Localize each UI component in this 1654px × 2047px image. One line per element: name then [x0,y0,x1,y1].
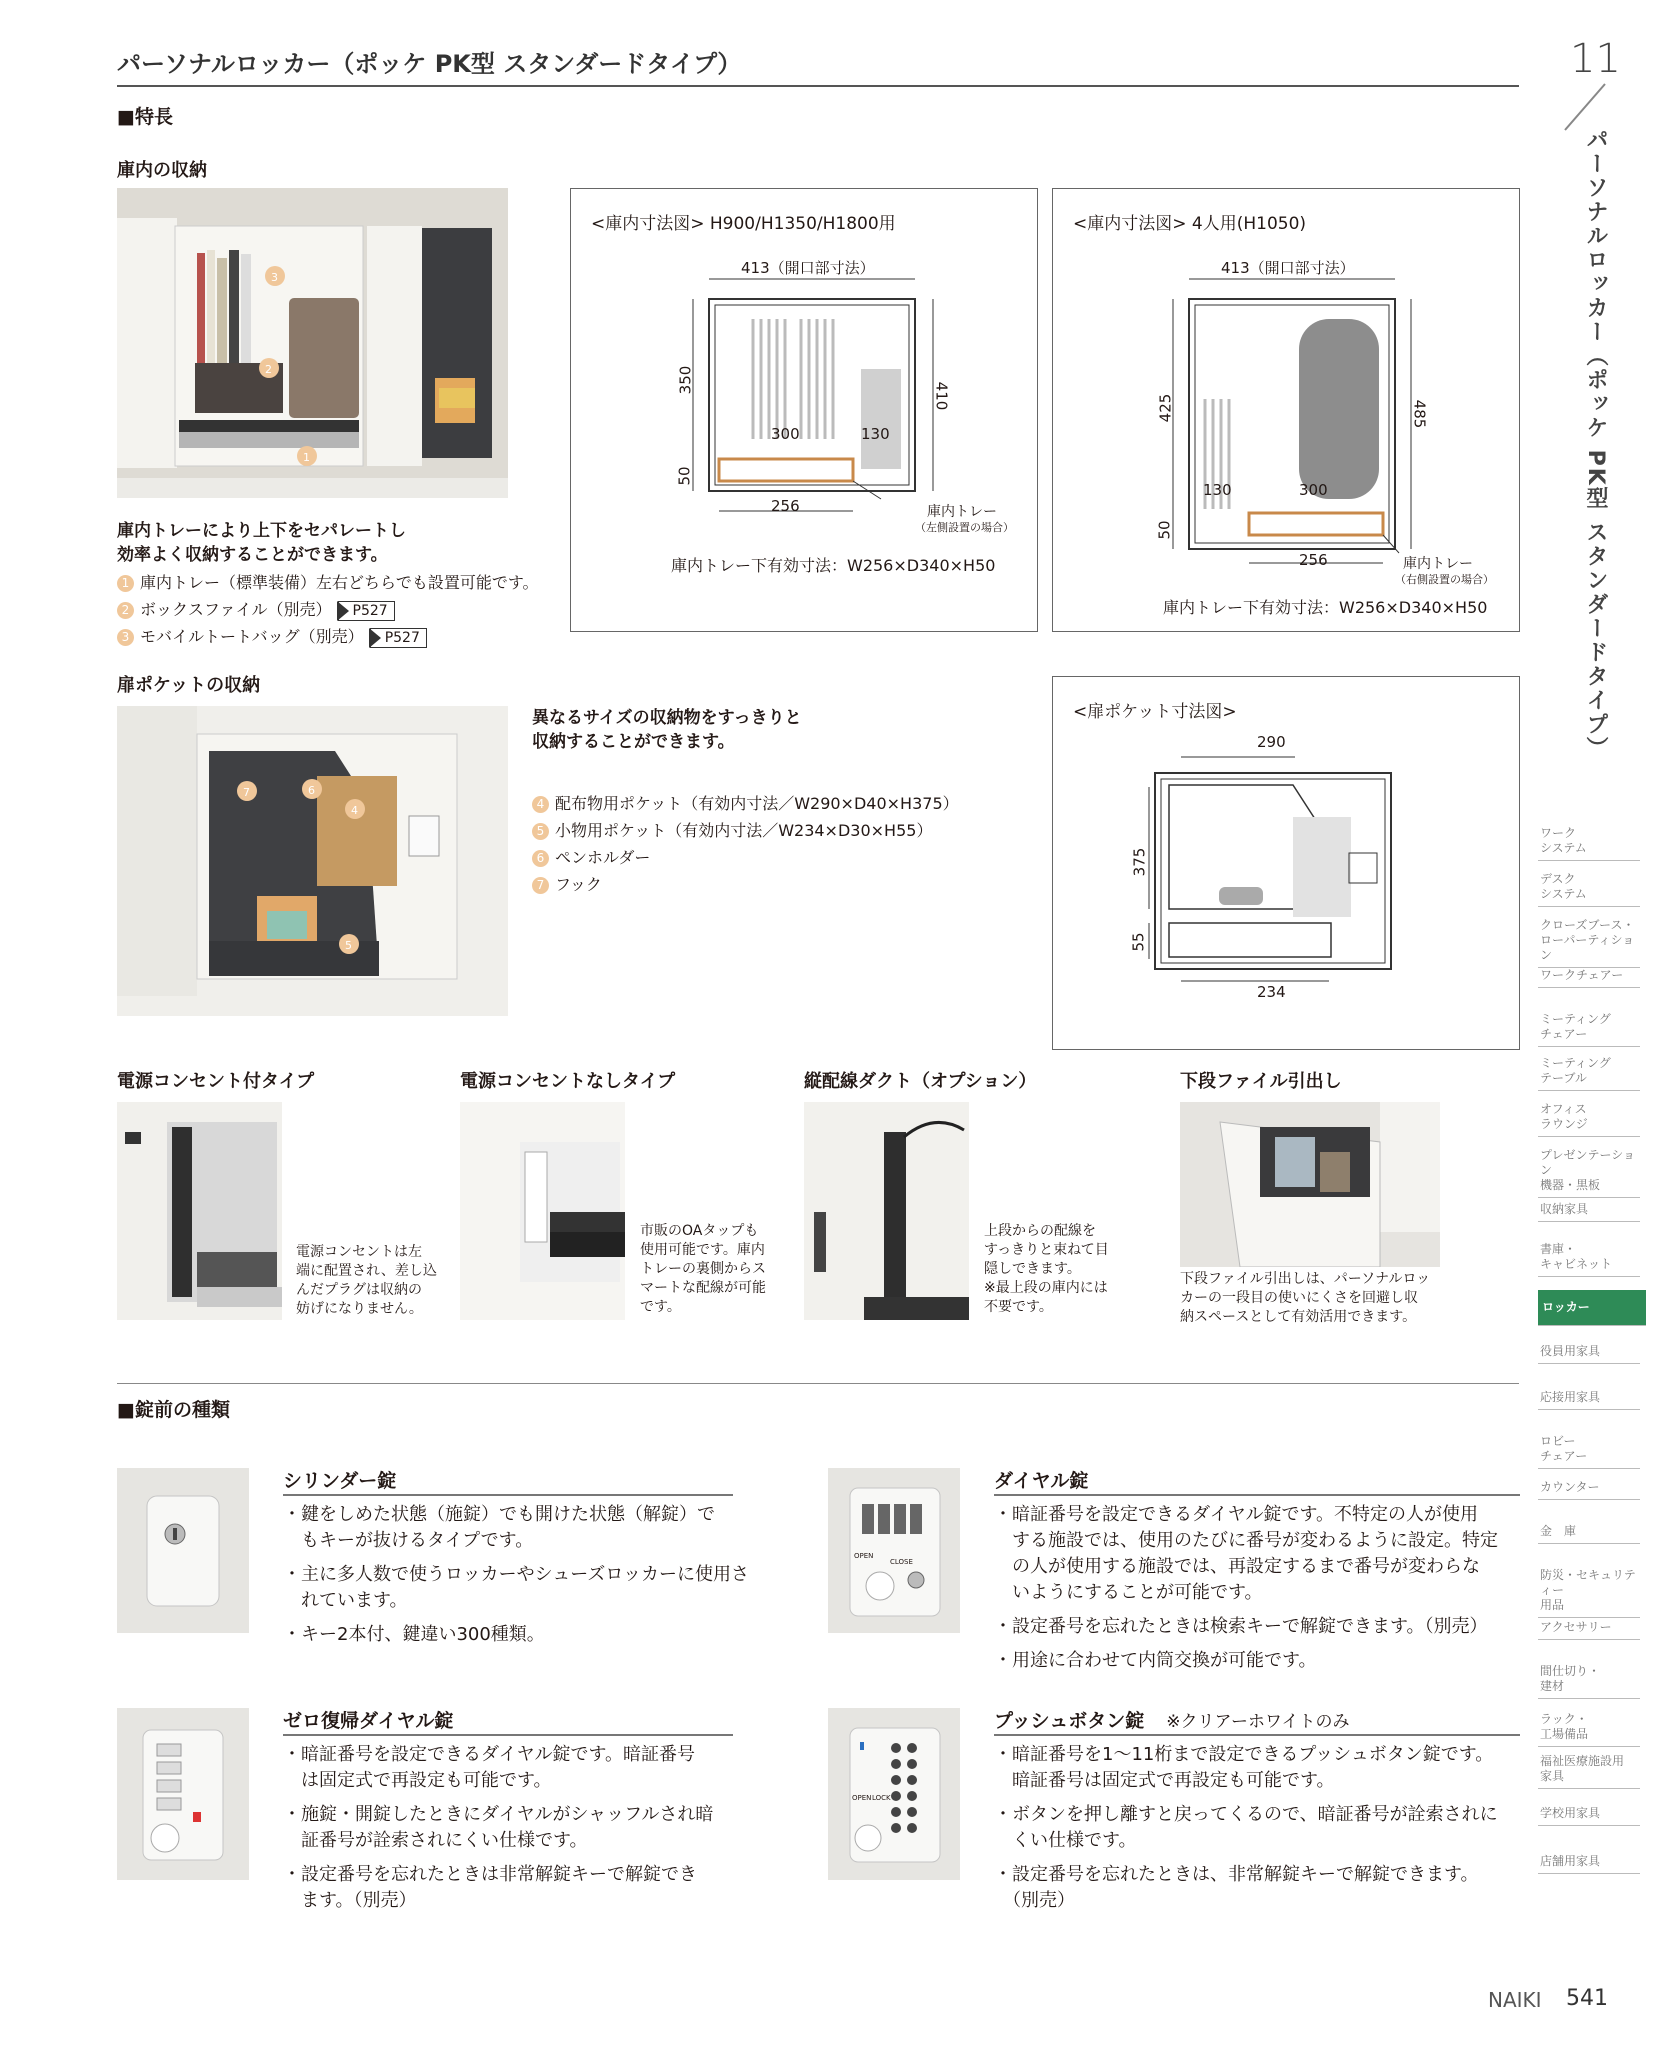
sidebar-item[interactable]: 福祉医療施設用 家具 [1538,1752,1640,1789]
sidebar-item[interactable]: 書庫・ キャビネット [1538,1240,1640,1277]
storage-photo [117,188,508,498]
storage-lead [117,519,406,567]
header-rule [117,85,1519,87]
bullet-line: ・暗証番号を設定できるダイヤル錠です。不特定の人が使用 [994,1504,1479,1525]
file-drawer-photo [1180,1102,1440,1267]
dim-height-left: 375 [1130,847,1149,877]
zero-dial-lock-title: ゼロ復帰ダイヤル錠 [283,1710,454,1732]
sidebar-item[interactable]: プレゼンテーション 機器・黒板 [1538,1146,1640,1198]
list-item [117,599,539,621]
dim-width-bottom: 256 [1299,551,1328,569]
sidebar-item[interactable]: 学校用家具 [1538,1804,1640,1826]
tray-label: 庫内トレー [1403,556,1473,572]
list-item-text: 庫内トレー（標準装備）左右どちらでも設置可能です。 [140,573,539,592]
desc-line: です。 [640,1299,681,1315]
sidebar-item[interactable]: ミーティング チェアー [1538,1010,1640,1047]
list-item [532,844,959,871]
number-badge: 7 [532,877,549,894]
dim-depth-2: 300 [1299,481,1328,499]
bullet-line: の人が使用する施設では、再設定するまで番号が変わらな [994,1556,1480,1577]
svg-text:4: 4 [351,804,358,817]
dim-depth-1: 130 [1203,481,1232,499]
dim-height-left-lower: 50 [675,466,694,486]
desc-line: すっきりと束ねて目 [984,1242,1109,1258]
sidebar-item[interactable]: 防災・セキュリティー 用品 [1538,1566,1640,1618]
diagram-title: <庫内寸法図> H900/H1350/H1800用 [591,214,896,234]
number-badge: 5 [532,823,549,840]
option-title-duct: 縦配線ダクト（オプション） [804,1071,1037,1092]
lock-label: LOCK [872,1794,891,1802]
desc-line: 端に配置され、差し込 [296,1263,437,1279]
cylinder-lock-text [283,1502,749,1648]
bullet-line: ・ボタンを押し離すと戻ってくるので、暗証番号が詮索されに [994,1804,1498,1825]
list-item-text: フック [555,875,602,894]
bullet-line: ・暗証番号を設定できるダイヤル錠です。暗証番号 [283,1744,696,1765]
bullet-line: ます。（別売） [283,1890,417,1911]
svg-text:7: 7 [243,786,250,799]
chapter-slash [1560,82,1610,132]
locker-interior-illustration [117,188,508,498]
diagram-title: <庫内寸法図> 4人用(H1050) [1073,214,1307,234]
storage-heading: 庫内の収納 [117,160,207,181]
number-badge: 2 [117,602,134,619]
zero-dial-lock-rule [283,1734,733,1736]
cylinder-lock-photo [117,1468,249,1633]
dim-height-left: 350 [676,365,695,395]
locks-heading: ■錠前の種類 [117,1399,230,1421]
bullet-line: 暗証番号は固定式で再設定も可能です。 [994,1770,1335,1791]
sidebar-item[interactable]: クローズブース・ ローパーティション [1538,916,1640,968]
svg-text:6: 6 [308,784,315,797]
bullet-line: 証番号が詮索されにくい仕様です。 [283,1830,588,1851]
sidebar-item[interactable]: オフィス ラウンジ [1538,1100,1640,1137]
storage-lead-line-2: 効率よく収納することができます。 [117,545,388,565]
close-label: CLOSE [890,1558,913,1566]
door-pocket-photo [117,706,508,1016]
sidebar-item[interactable]: ロッカー [1538,1290,1646,1326]
list-item-text: ボックスファイル（別売） [140,600,332,619]
desc-line: 隠しできます。 [984,1261,1081,1277]
sidebar-item[interactable]: カウンター [1538,1478,1640,1500]
desc-line: んだプラグは収納の [296,1282,422,1298]
sidebar-item[interactable]: アクセサリー [1538,1618,1640,1640]
sidebar-item[interactable]: 収納家具 [1538,1200,1640,1222]
door-pocket-lead-line-1: 異なるサイズの収納物をすっきりと [532,708,802,728]
sidebar-item[interactable]: ワーク システム [1538,824,1640,861]
push-button-lock-photo [828,1708,960,1880]
svg-text:5: 5 [345,939,352,952]
desc-line: 納スペースとして有効活用できます。 [1180,1309,1417,1325]
sidebar-item[interactable]: ラック・ 工場備品 [1538,1710,1640,1747]
number-badge: 3 [117,629,134,646]
footer-brand: NAIKI [1488,1988,1542,2012]
bullet-line: いようにすることが可能です。 [994,1582,1263,1603]
open-label: OPEN [854,1552,874,1560]
bullet-line: ・施錠・開錠したときにダイヤルがシャッフルされ暗 [283,1804,714,1825]
bullet-line: する施設では、使用のたびに番号が変わるように設定。特定 [994,1530,1498,1551]
desc-line: トレーの裏側からス [640,1261,766,1277]
storage-list [117,572,539,648]
page-number: 541 [1566,1986,1608,2011]
storage-lead-line-1: 庫内トレーにより上下をセパレートし [117,521,406,541]
list-item-text: モバイルトートバッグ（別売） [140,627,364,646]
chapter-number: 11 [1570,36,1621,82]
list-item-text: 小物用ポケット（有効内寸法／W234×D30×H55） [555,821,933,840]
dim-height-left-lower: 50 [1155,520,1174,540]
list-item-text: 配布物用ポケット（有効内寸法／W290×D40×H375） [555,794,959,813]
zero-dial-lock-text [283,1742,713,1914]
door-pocket-heading: 扉ポケットの収納 [117,675,261,696]
diagram-interior-4person [1052,188,1520,632]
desc-line: 電源コンセントは左 [296,1244,422,1260]
bullet-line: ・用途に合わせて内筒交換が可能です。 [994,1650,1317,1671]
option-title-file-drawer: 下段ファイル引出し [1180,1071,1342,1092]
desc-line: 使用可能です。庫内 [640,1242,765,1258]
desc-line: 不要です。 [984,1299,1053,1315]
list-item [532,871,959,898]
dim-depth-2: 130 [861,425,890,443]
desc-line: 市販のOAタップも [640,1223,759,1239]
svg-text:2: 2 [265,363,272,376]
cylinder-lock-title: シリンダー錠 [283,1470,397,1492]
dimension-drawing [1053,677,1519,1049]
dim-height-left-lower: 55 [1129,932,1148,952]
locks-divider [117,1383,1519,1384]
number-badge: 1 [117,575,134,592]
dim-width-top: 413（開口部寸法） [1221,259,1355,277]
desc-line: 妨げになりません。 [296,1301,423,1317]
desc-line: ※最上段の庫内には [984,1280,1108,1296]
option-title-no-outlet: 電源コンセントなしタイプ [460,1071,676,1092]
bullet-line: もキーが抜けるタイプです。 [283,1530,534,1551]
diagram-title: <扉ポケット寸法図> [1073,702,1237,722]
list-item [532,790,959,817]
zero-dial-lock-photo [117,1708,249,1880]
cylinder-lock-rule [283,1494,733,1496]
diagram-door-pocket [1052,676,1520,1050]
door-pocket-lead [532,706,802,754]
sidebar-item[interactable]: 役員用家具 [1538,1342,1640,1364]
no-outlet-desc [640,1222,766,1317]
dim-width-top: 290 [1257,733,1286,751]
dim-width-top: 413（開口部寸法） [741,259,875,277]
sidebar-item[interactable]: 店舗用家具 [1538,1852,1640,1874]
outlet-desc [296,1243,437,1319]
bullet-line: ・主に多人数で使うロッカーやシューズロッカーに使用さ [283,1564,750,1585]
dial-lock-photo [828,1468,960,1633]
dim-height-left: 425 [1156,393,1175,423]
dim-width-bottom: 256 [771,497,800,515]
diagram-interior-standard [570,188,1038,632]
bullet-line: ・設定番号を忘れたときは非常解錠キーで解錠でき [283,1864,697,1885]
sidebar-item[interactable]: 間仕切り・ 建材 [1538,1662,1640,1699]
duct-photo [804,1102,969,1320]
open-label: OPEN [852,1794,872,1802]
list-item [532,817,959,844]
dial-lock-title: ダイヤル錠 [994,1470,1089,1492]
tray-note: （左側設置の場合） [915,521,1014,534]
tray-note: （右側設置の場合） [1395,573,1494,586]
sidebar-item[interactable]: ロビー チェアー [1538,1432,1640,1469]
dial-lock-rule [994,1494,1520,1496]
file-drawer-desc [1180,1270,1430,1327]
no-outlet-photo [460,1102,625,1320]
page-title: パーソナルロッカー（ポッケ PK型 スタンダードタイプ） [117,50,742,78]
bullet-line: ・設定番号を忘れたときは、非常解錠キーで解錠できます。 [994,1864,1479,1885]
number-badge: 6 [532,850,549,867]
bullet-line: （別売） [994,1890,1075,1911]
sidebar-item[interactable]: 応接用家具 [1538,1388,1640,1410]
push-button-lock-text [994,1742,1498,1914]
page-ref-link[interactable]: P527 [338,601,395,621]
dim-depth-1: 300 [771,425,800,443]
desc-line: マートな配線が可能 [640,1280,766,1296]
bullet-line: くい仕様です。 [994,1830,1137,1851]
list-item [117,626,539,648]
svg-text:3: 3 [271,271,278,284]
push-button-lock-rule [994,1734,1520,1736]
dial-lock-text [994,1502,1498,1674]
door-pocket-list [532,790,959,898]
duct-desc [984,1222,1109,1317]
desc-line: カーの一段目の使いにくさを回避し収 [1180,1290,1418,1306]
bullet-line: れています。 [283,1590,408,1611]
bullet-line: は固定式で再設定も可能です。 [283,1770,552,1791]
bullet-line: ・鍵をしめた状態（施錠）でも開けた状態（解錠）で [283,1504,715,1525]
bullet-line: ・暗証番号を1～11桁まで設定できるプッシュボタン錠です。 [994,1744,1494,1765]
list-item-text: ペンホルダー [555,848,651,867]
number-badge: 4 [532,796,549,813]
page-ref-link[interactable]: P527 [370,628,427,648]
sidebar-item[interactable]: ミーティング テーブル [1538,1054,1640,1091]
push-button-lock-title-text: プッシュボタン錠 [994,1710,1145,1732]
outlet-photo [117,1102,282,1320]
svg-text:1: 1 [303,451,310,464]
diagram-caption: 庫内トレー下有効寸法：W256×D340×H50 [1163,598,1488,617]
push-button-lock-note: ※クリアーホワイトのみ [1166,1712,1350,1732]
door-pocket-illustration [117,706,508,1016]
tray-label: 庫内トレー [927,504,997,520]
door-pocket-lead-line-2: 収納することができます。 [532,732,735,752]
desc-line: 上段からの配線を [984,1223,1096,1239]
push-button-lock-title [994,1706,1350,1733]
bullet-line: ・設定番号を忘れたときは検索キーで解錠できます。（別売） [994,1616,1488,1637]
features-heading: ■特長 [117,106,173,128]
sidebar-item[interactable]: 金 庫 [1538,1522,1640,1544]
desc-line: 下段ファイル引出しは、パーソナルロッ [1180,1271,1431,1287]
dim-height-right: 410 [932,381,951,411]
option-title-outlet: 電源コンセント付タイプ [117,1071,315,1092]
sidebar-item[interactable]: ワークチェアー [1538,966,1640,988]
bullet-line: ・キー2本付、鍵違い300種類。 [283,1624,545,1645]
list-item [117,572,539,594]
vertical-title: パーソナルロッカー（ポッケ PK型 スタンダードタイプ） [1583,128,1608,761]
dim-height-right: 485 [1410,399,1429,429]
dim-width-bottom: 234 [1257,983,1286,1001]
sidebar-item[interactable]: デスク システム [1538,870,1640,907]
diagram-caption: 庫内トレー下有効寸法：W256×D340×H50 [671,556,996,575]
